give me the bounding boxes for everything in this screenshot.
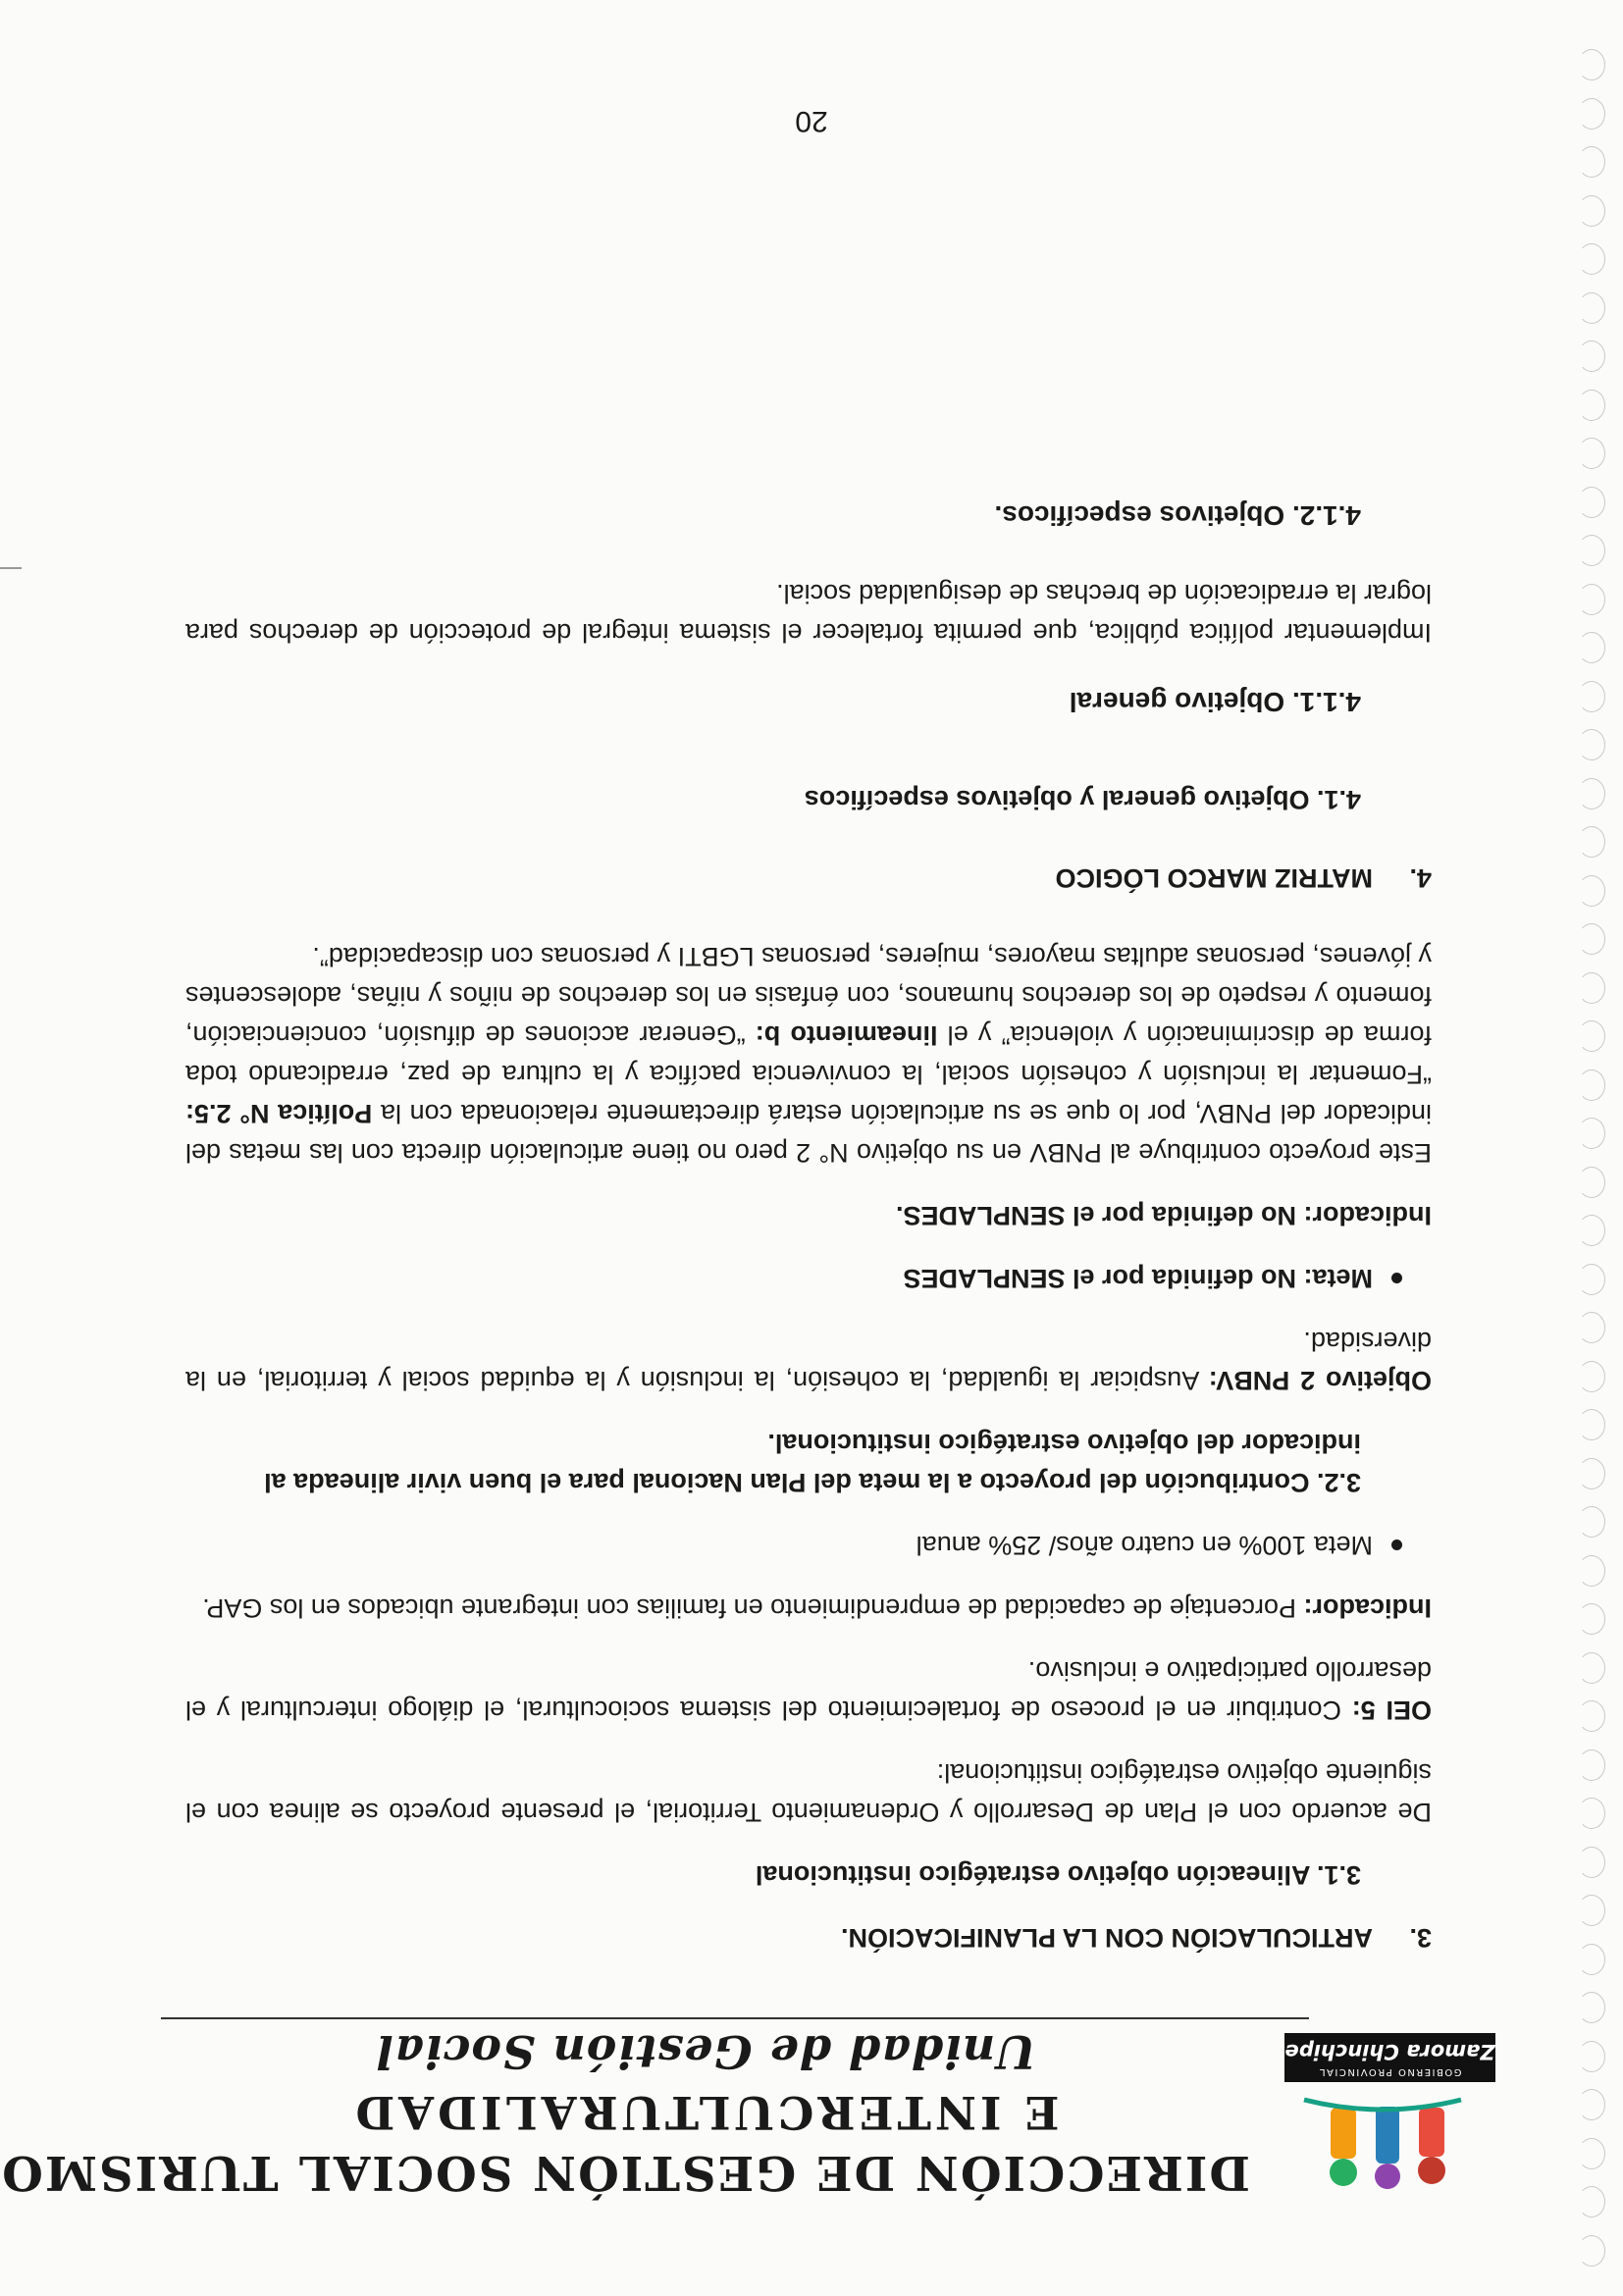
header-title-line1: DIRECCIÓN DE GESTIÓN SOCIAL TURISMO	[0, 2145, 1250, 2200]
binder-hole	[1578, 1799, 1605, 1830]
binder-hole	[1578, 2041, 1605, 2072]
section-4-1-2-heading: 4.1.2. Objetivos específicos.	[994, 500, 1361, 531]
binder-hole	[1578, 390, 1605, 421]
binder-hole	[1578, 1264, 1605, 1295]
section-4-number: 4.	[1409, 863, 1432, 893]
binder-hole	[1578, 1361, 1605, 1392]
binder-hole	[1578, 2138, 1605, 2169]
binder-hole	[1578, 1896, 1605, 1927]
lineamiento-label: lineamiento b:	[755, 1020, 938, 1050]
page-body	[185, 472, 1432, 1957]
oei-paragraph	[185, 1651, 1432, 1730]
binder-hole	[1578, 1216, 1605, 1247]
binder-hole	[1578, 2235, 1605, 2267]
binder-hole	[1578, 1944, 1605, 1975]
binder-hole	[1578, 1313, 1605, 1344]
binder-hole	[1578, 1604, 1605, 1636]
section-3-number: 3.	[1409, 1923, 1432, 1953]
indicador-paragraph	[185, 1589, 1432, 1628]
alignment-text-c: “Generar acciones de difusión, concienciación, fomento y respeto de los derechos humanos, con énfasis en los derechos de niños y niñas, adolescentes y jóvenes, personas adultas mayores, mujeres, personas LGBTI y personas con discapacidad”.	[184, 942, 1432, 1050]
binder-hole	[1578, 1167, 1605, 1198]
section-4-heading	[185, 859, 1432, 898]
binder-hole	[1578, 487, 1605, 518]
letterhead	[0, 2011, 1495, 2208]
page-number: 20	[795, 105, 828, 137]
header-title-line2: E INTERCULTURALIDAD	[351, 2086, 1060, 2139]
margin-mark	[0, 567, 22, 569]
binder-hole	[1578, 1749, 1605, 1781]
binder-hole	[1578, 2187, 1605, 2218]
indicador2-line: Indicador: No definida por el SENPLADES.	[895, 1201, 1432, 1230]
binder-hole	[1578, 292, 1605, 324]
binder-hole	[1578, 924, 1605, 956]
section-3-heading	[185, 1918, 1432, 1957]
binder-hole	[1578, 1847, 1605, 1878]
section-3-2-heading: 3.2. Contribución del proyecto a la meta del Plan Nacional para el buen vivir alineada al indicador del objetivo estratégico institucional.	[264, 1429, 1361, 1497]
oei-text: Contribuir en el proceso de fortalecimiento del sistema sociocultural, el diálogo intercultural y el desarrollo participativo e inclusivo.	[185, 1656, 1432, 1725]
alignment-text-b: “Fomentar la inclusión y cohesión social, la convivencia pacífica y la cultura de paz, erradicando toda forma de discriminación y violencia” y el	[185, 1020, 1432, 1089]
binder-hole	[1578, 1555, 1605, 1587]
binder-hole	[1578, 1021, 1605, 1053]
binder-holes	[1566, 0, 1605, 2296]
binder-hole	[1578, 1701, 1605, 1733]
binder-hole	[1578, 1119, 1605, 1150]
logo-band	[1284, 2033, 1495, 2082]
binder-hole	[1578, 195, 1605, 227]
section-3-1-intro: De acuerdo con el Plan de Desarrollo y Ordenamiento Territorial, el presente proyecto se alinea con el siguiente objetivo estratégico institucional:	[185, 1758, 1432, 1827]
binder-hole	[1578, 147, 1605, 179]
binder-hole	[1578, 730, 1605, 761]
section-4-1-1-text: Implementar política pública, que permita fortalecer el sistema integral de protección de derechos para lograr la erradicación de brechas de desigualdad social.	[185, 579, 1432, 648]
meta2-bullet: Meta: No definida por el SENPLADES	[185, 1259, 1402, 1298]
binder-hole	[1578, 1993, 1605, 2024]
pnbv-label: Objetivo 2 PNBV:	[1208, 1366, 1432, 1395]
binder-hole	[1578, 972, 1605, 1004]
politica-label: Política N° 2.5:	[185, 1099, 373, 1128]
binder-hole	[1578, 1652, 1605, 1684]
indicador-label: Indicador:	[1303, 1593, 1432, 1623]
section-3-1-heading: 3.1. Alineación objetivo estratégico institucional	[755, 1860, 1361, 1890]
logo-big-text: Zamora Chinchipe	[1284, 2040, 1495, 2063]
header-title-line3: Unidad de Gestión Social	[375, 2025, 1036, 2078]
logo-figures-icon	[1299, 2090, 1466, 2198]
binder-hole	[1578, 778, 1605, 809]
binder-hole	[1578, 244, 1605, 276]
binder-hole	[1578, 827, 1605, 859]
alignment-paragraph	[185, 937, 1432, 1173]
binder-hole	[1578, 875, 1605, 907]
binder-hole	[1578, 584, 1605, 615]
binder-hole	[1578, 1458, 1605, 1489]
institution-logo	[1284, 2031, 1495, 2198]
logo-small-text: GOBIERNO PROVINCIAL	[1318, 2066, 1462, 2077]
binder-hole	[1578, 633, 1605, 664]
section-4-title: MATRIZ MARCO LÓGICO	[1055, 863, 1373, 893]
binder-hole	[1578, 681, 1605, 712]
binder-hole	[1578, 1070, 1605, 1101]
binder-hole	[1578, 50, 1605, 81]
binder-hole	[1578, 1507, 1605, 1539]
binder-hole	[1578, 1410, 1605, 1441]
oei-label: OEI 5:	[1351, 1696, 1432, 1725]
indicador-text: Porcentaje de capacidad de emprendimiento en familias con integrante ubicados en los GAP.	[202, 1593, 1304, 1623]
meta-bullet: Meta 100% en cuatro años/ 25% anual	[185, 1526, 1402, 1565]
binder-hole	[1578, 439, 1605, 470]
section-4-1-heading: 4.1. Objetivo general y objetivos específicos	[804, 785, 1361, 814]
section-4-1-1-heading: 4.1.1. Objetivo general	[1069, 687, 1361, 717]
binder-hole	[1578, 536, 1605, 567]
section-3-title: ARTICULACIÓN CON LA PLANIFICACIÓN.	[841, 1923, 1373, 1953]
binder-hole	[1578, 2090, 1605, 2121]
pnbv-text: Auspiciar la igualdad, la cohesión, la inclusión y la equidad social y territorial, en la diversidad.	[185, 1327, 1432, 1395]
binder-hole	[1578, 341, 1605, 373]
header-rule	[161, 2017, 1309, 2019]
alignment-text-a: Este proyecto contribuye al PNBV en su objetivo N° 2 pero no tiene articulación directa con las metas del indicador del PNBV, por lo que se su articulación estará directamente relacionada con la	[185, 1099, 1432, 1168]
pnbv-paragraph	[185, 1322, 1432, 1400]
